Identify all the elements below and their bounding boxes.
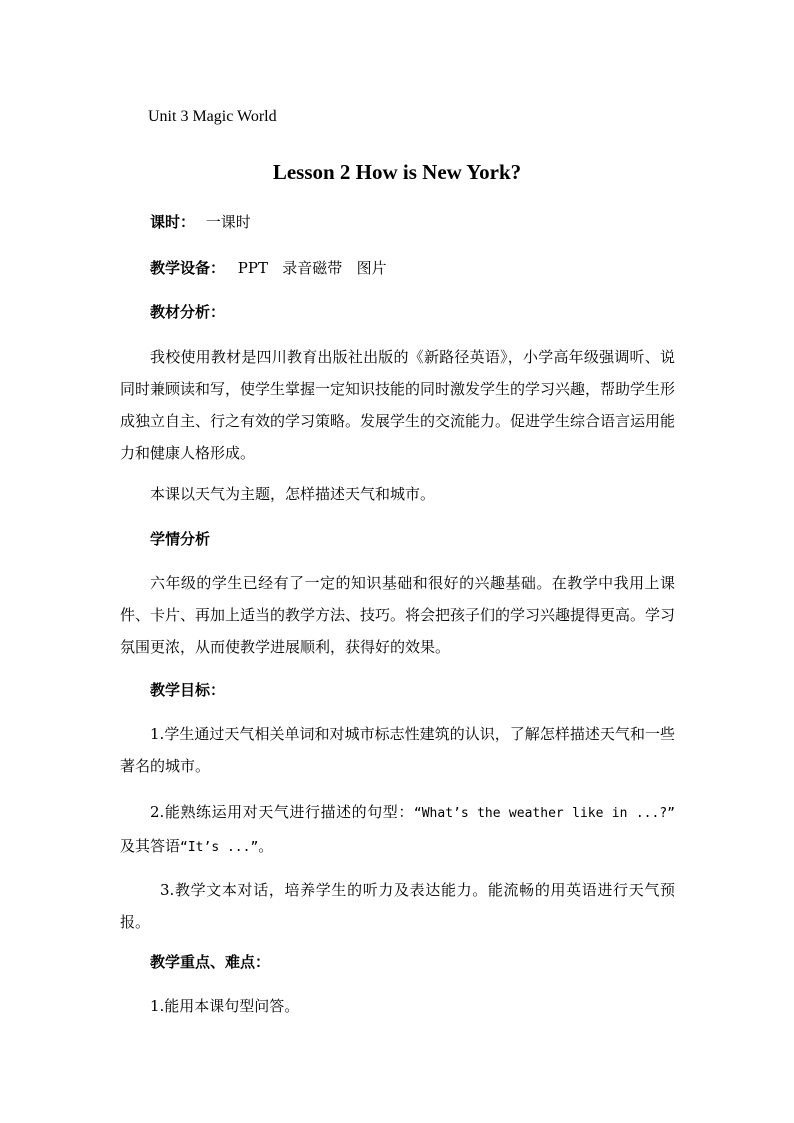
- lesson-title: [0, 158, 794, 186]
- key-point-1: 1.能用本课句型问答。: [150, 997, 300, 1015]
- goal-3: 3.教学文本对话，培养学生的听力及表达能力。能流畅的用英语进行天气预报。: [120, 881, 675, 931]
- equipment-value: PPT 录音磁带 图片: [237, 259, 387, 277]
- goals-heading: 教学目标：: [150, 681, 226, 699]
- goal-2-answer: “It’s ...”: [180, 840, 259, 855]
- goal-2-question: “What’s the weather like in ...?”: [413, 806, 675, 821]
- key-points-heading: 教学重点、难点：: [150, 953, 271, 971]
- equipment-line: [150, 258, 387, 278]
- unit-line: Unit 3 Magic World: [148, 108, 277, 125]
- goal-2-end: 。: [258, 837, 274, 855]
- goal-2-prefix: 2.能熟练运用对天气进行描述的句型：: [150, 803, 414, 821]
- goal-1: 1.学生通过天气相关单词和对城市标志性建筑的认识，了解怎样描述天气和一些著名的城市。: [120, 725, 675, 775]
- class-hours-line: [150, 212, 251, 232]
- material-heading: 教材分析：: [150, 303, 226, 321]
- goal-2-mid: 及其答语: [120, 837, 181, 855]
- material-paragraph-2: 本课以天气为主题，怎样描述天气和城市。: [150, 485, 436, 503]
- goal-2: [120, 796, 675, 864]
- students-paragraph: 六年级的学生已经有了一定的知识基础和很好的兴趣基础。在教学中我用上课件、卡片、再加上适当的教学方法、技巧。将会把孩子们的学习兴趣提得更高。学习氛围更浓，从而使教学进展顺利，获得好的效果。: [120, 574, 676, 656]
- equipment-label: 教学设备：: [150, 259, 226, 277]
- lesson-title-text: Lesson 2 How is New York?: [272, 160, 522, 184]
- class-hours-label: 课时：: [150, 213, 196, 231]
- class-hours-value: 一课时: [205, 213, 251, 231]
- students-heading: 学情分析: [150, 530, 211, 548]
- material-paragraph-1: 我校使用教材是四川教育出版社出版的《新路径英语》，小学高年级强调听、说同时兼顾读和写，使学生掌握一定知识技能的同时激发学生的学习兴趣，帮助学生形成独立自主、行之有效的学习策略。发展学生的交流能力。促进学生综合语言运用能力和健康人格形成。: [120, 348, 676, 462]
